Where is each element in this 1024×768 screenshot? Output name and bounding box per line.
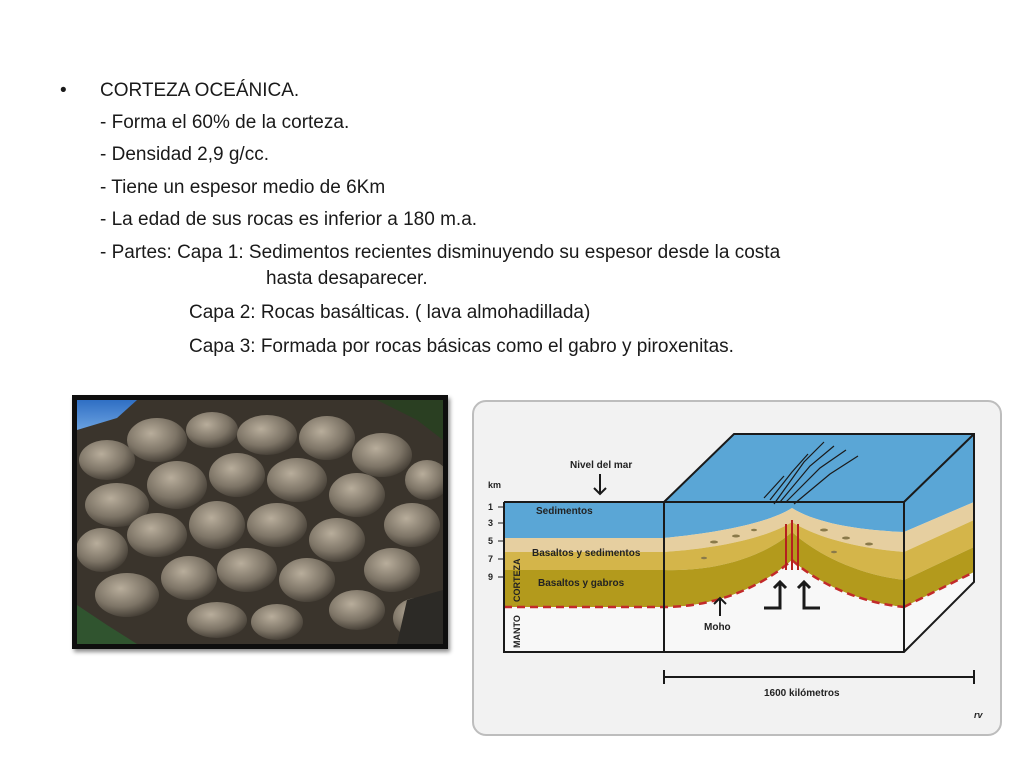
crust-label: CORTEZA: [512, 558, 522, 602]
km-label: km: [488, 480, 502, 490]
scale-bar: [664, 670, 974, 684]
pillow-lava-image: [77, 400, 443, 644]
text-line-6: hasta desaparecer.: [266, 268, 428, 289]
sea-level-label: Nivel del mar: [570, 460, 633, 471]
mantle-label: MANTO: [512, 615, 522, 648]
bullet-marker: •: [60, 80, 67, 101]
basalt-gabbro-label: Basaltos y gabros: [538, 578, 625, 589]
text-line-8: Capa 3: Formada por rocas básicas como el gabro y piroxenitas.: [189, 336, 734, 357]
heading: CORTEZA OCEÁNICA.: [100, 80, 300, 101]
moho-label: Moho: [704, 622, 731, 633]
text-line-5: - Partes: Capa 1: Sedimentos recientes disminuyendo su espesor desde la costa: [100, 242, 781, 263]
depth-tick-1: 1: [488, 502, 494, 512]
text-line-1: - Forma el 60% de la corteza.: [100, 112, 350, 133]
scale-label: 1600 kilómetros: [764, 688, 840, 699]
text-line-2: - Densidad 2,9 g/cc.: [100, 144, 269, 165]
oceanic-crust-diagram: [472, 400, 1002, 736]
depth-tick-5: 5: [488, 536, 494, 546]
text-line-7: Capa 2: Rocas basálticas. ( lava almohadillada): [189, 302, 591, 323]
depth-tick-3: 3: [488, 518, 494, 528]
basalt-sediments-label: Basaltos y sedimentos: [532, 548, 641, 559]
depth-tick-9: 9: [488, 572, 494, 582]
crust-block-diagram: [474, 402, 1000, 734]
diagram-credit: rv: [974, 710, 983, 720]
text-line-3: - Tiene un espesor medio de 6Km: [100, 177, 386, 198]
sediments-label: Sedimentos: [536, 506, 593, 517]
sea-level-arrow: [594, 474, 606, 494]
pillow-lava-photo: [72, 395, 448, 649]
text-line-4: - La edad de sus rocas es inferior a 180 m.a.: [100, 209, 478, 230]
depth-tick-7: 7: [488, 554, 494, 564]
slide-text: [0, 0, 1024, 380]
